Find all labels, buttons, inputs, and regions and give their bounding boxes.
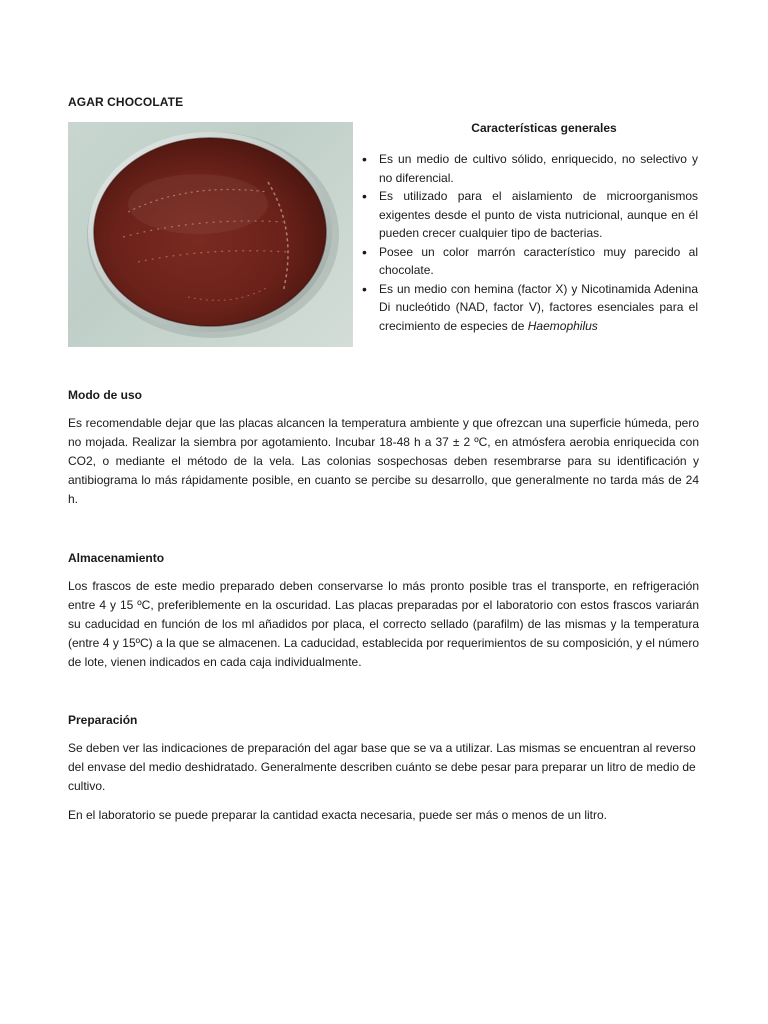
list-item: • Posee un color marrón característico muy parecido al chocolate. (362, 243, 698, 280)
list-item (362, 280, 698, 336)
paragraph-almacenamiento: Los frascos de este medio preparado deben conservarse lo más pronto posible tras el transporte, en refrigeración entre 4 y 15 ºC, preferiblemente en la oscuridad. Las placas preparadas por el laboratorio con estos frascos variarán su caducidad en función de los ml añadidos por placa, el correcto sellado (parafilm) de las mismas y la temperatura (entre 4 y 15ºC) a la que se almacenen. La caducidad, establecida por requerimientos de su composición, y el número de lote, vienen indicados en cada caja individualmente. (68, 579, 699, 669)
paragraph-preparacion-1: Se deben ver las indicaciones de preparación del agar base que se va a utilizar. Las mismas se encuentran al reverso del envase del medio deshidratado. Generalmente describen cuánto se debe pesar para preparar un litro de medio de cultivo. (68, 741, 696, 793)
genus-name: Haemophilus (527, 318, 598, 333)
paragraph-preparacion-2: En el laboratorio se puede preparar la cantidad exacta necesaria, puede ser más o menos de un litro. (68, 808, 607, 822)
list-item-text: Es un medio con hemina (factor X) y Nicotinamida Adenina Di nucleótido (NAD, factor V), factores esenciales para el crecimiento de especies de (379, 281, 698, 333)
paragraph-modo-de-uso: Es recomendable dejar que las placas alcancen la temperatura ambiente y que ofrezcan una superficie húmeda, pero no mojada. Realizar la siembra por agotamiento. Incubar 18-48 h a 37 ± 2 ºC, en atmósfera aerobia enriquecida con CO2, o mediante el método de la vela. Las colonias sospechosas deben resembrarse para su identificación y antibiograma lo más rápidamente posible, en cuanto se percibe su desarrollo, que generalmente no tarda más de 24 h. (68, 416, 699, 506)
section-title-almacenamiento: Almacenamiento (68, 551, 165, 565)
document-title: AGAR CHOCOLATE (68, 95, 184, 109)
section-title-preparacion: Preparación (68, 713, 138, 727)
list-item: • Es un medio de cultivo sólido, enriquecido, no selectivo y no diferencial. (362, 150, 698, 187)
petri-dish-photo (68, 122, 353, 347)
characteristics-list (362, 150, 698, 335)
characteristics-heading: Características generales (471, 121, 617, 135)
list-item: • Es utilizado para el aislamiento de microorganismos exigentes desde el punto de vista nutricional, aunque en él pueden crecer cualquier tipo de bacterias. (362, 187, 698, 243)
section-title-modo-de-uso: Modo de uso (68, 388, 142, 402)
petri-dish-illustration (68, 122, 353, 347)
